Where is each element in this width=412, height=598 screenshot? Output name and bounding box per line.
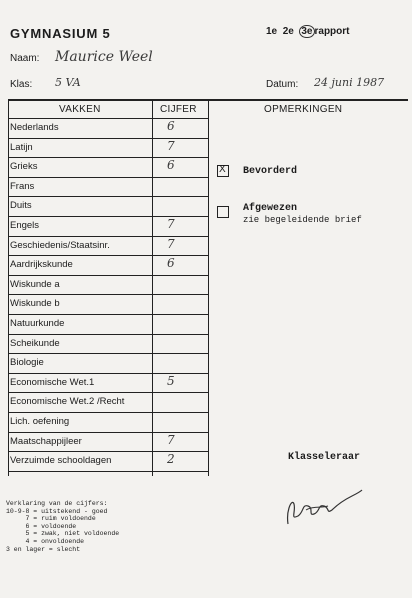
name-label: Naam: xyxy=(10,53,40,64)
row-rule xyxy=(8,294,208,295)
row-rule xyxy=(8,157,208,158)
subject-grade: 5 xyxy=(167,373,175,388)
subject-grade: 6 xyxy=(167,158,175,173)
subject-name: Scheikunde xyxy=(10,337,60,349)
bevorderd-checkbox xyxy=(217,165,229,177)
row-rule xyxy=(8,314,208,315)
subject-name: Maatschappijleer xyxy=(10,435,82,447)
rapport-first: 1e xyxy=(266,26,278,37)
subject-grade: 7 xyxy=(167,138,175,153)
subject-name: Geschiedenis/Staatsinr. xyxy=(10,239,110,251)
subject-name: Natuurkunde xyxy=(10,318,65,329)
row-rule xyxy=(8,471,208,472)
bevorderd-label: Bevorderd xyxy=(243,166,298,177)
row-rule xyxy=(8,236,208,237)
subject-name: Lich. oefening xyxy=(10,416,70,427)
row-rule xyxy=(8,334,208,335)
name-value: Maurice Weel xyxy=(55,49,153,65)
row-rule xyxy=(8,412,208,413)
header-remarks: OPMERKINGEN xyxy=(264,104,343,115)
teacher-signature xyxy=(282,486,366,530)
legend-line: 6 = voldoende xyxy=(6,522,77,530)
subject-name: Latijn xyxy=(10,141,33,153)
rapport-word: rapport xyxy=(314,26,350,37)
row-rule xyxy=(8,432,208,433)
legend-line: 3 en lager = slecht xyxy=(6,545,81,553)
bevorderd-check-mark: X xyxy=(219,164,226,175)
subject-name: Engels xyxy=(10,220,40,231)
subject-name: Grieks xyxy=(10,161,38,173)
rapport-third-circled: 3e xyxy=(301,26,313,37)
row-rule xyxy=(8,392,208,393)
legend-line: 7 = ruim voldoende xyxy=(6,515,96,523)
klasseleraar-label: Klasseleraar xyxy=(288,452,361,463)
rapport-number xyxy=(266,25,350,38)
subject-name: Economische Wet.1 xyxy=(10,376,95,388)
subject-name: Aardrijkskunde xyxy=(10,259,73,271)
subject-name: Economische Wet.2 /Recht xyxy=(10,396,125,408)
datum-value: 24 juni 1987 xyxy=(314,76,385,89)
subject-name: Wiskunde a xyxy=(10,278,60,290)
legend-line: 5 = zwak, niet voldoende xyxy=(6,530,120,538)
subject-name: Wiskunde b xyxy=(10,298,60,310)
datum-label: Datum: xyxy=(266,79,299,90)
row-rule xyxy=(8,216,208,217)
header-subjects: VAKKEN xyxy=(59,104,101,115)
header-rule xyxy=(8,118,208,119)
afgewezen-note: zie begeleidende brief xyxy=(243,215,362,225)
legend-line: 4 = onvoldoende xyxy=(6,537,85,545)
row-rule xyxy=(8,255,208,256)
rapport-second: 2e xyxy=(282,26,294,37)
legend-title: Verklaring van de cijfers: xyxy=(6,500,108,507)
legend-line: 10-9-8 = uitstekend - goed xyxy=(6,507,108,515)
subject-grade: 2 xyxy=(167,452,175,467)
subject-name: Biologie xyxy=(10,357,44,369)
subject-name: Nederlands xyxy=(10,122,59,133)
school-name: GYMNASIUM 5 xyxy=(10,26,111,41)
header-grade: CIJFER xyxy=(160,104,197,115)
afgewezen-label: Afgewezen xyxy=(243,203,298,214)
subject-grade: 7 xyxy=(167,236,175,251)
klas-value: 5 VA xyxy=(55,76,81,89)
subject-grade: 6 xyxy=(167,119,175,133)
row-rule xyxy=(8,451,208,452)
remarks-col-divider xyxy=(208,100,209,476)
klas-label: Klas: xyxy=(10,79,33,90)
subject-grade: 6 xyxy=(167,256,175,271)
subject-grade: 7 xyxy=(167,432,175,447)
row-rule xyxy=(8,275,208,276)
subject-grade: 7 xyxy=(167,217,175,231)
subject-name: Frans xyxy=(10,180,35,192)
subject-name: Verzuimde schooldagen xyxy=(10,455,112,467)
row-rule xyxy=(8,138,208,139)
row-rule xyxy=(8,353,208,354)
afgewezen-checkbox xyxy=(217,206,229,218)
legend xyxy=(6,500,119,553)
subject-name: Duits xyxy=(10,200,32,212)
row-rule xyxy=(8,373,208,374)
row-rule xyxy=(8,177,208,178)
row-rule xyxy=(8,196,208,197)
